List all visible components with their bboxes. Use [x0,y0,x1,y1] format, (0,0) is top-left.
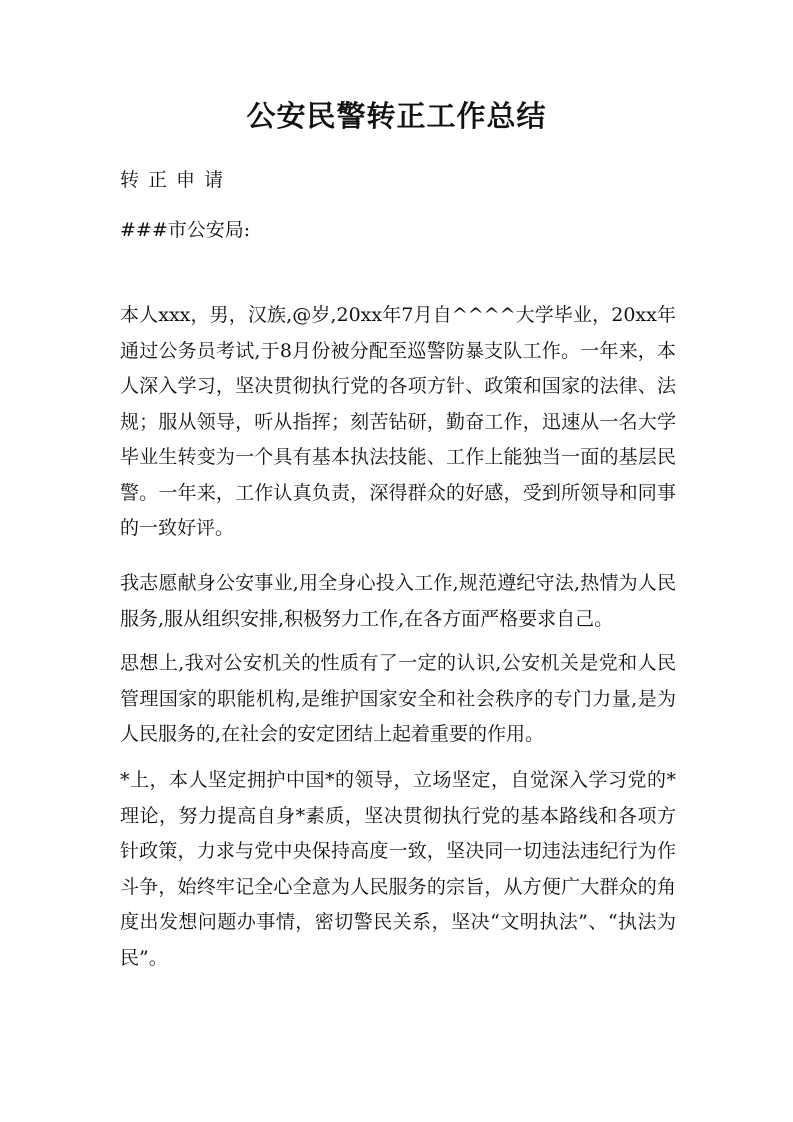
addressee-line: ###市公安局: [120,219,251,241]
document-title: 公安民警转正工作总结 [246,99,547,133]
section-heading: 转正申请 [120,169,233,191]
body-paragraph: 本人xxx，男，汉族,@岁,20xx年7月自^^^^大学毕业，20xx年通过公务员考试,于8月份被分配至巡警防暴支队工作。一年来，本人深入学习，坚决贯彻执行党的各项方针、政策和国家的法律、法规；服从领导，听从指挥；刻苦钻研，勤奋工作，迅速从一名大学毕业生转变为一个具有基本执法技能、工作上能独当一面的基层民警。一年来，工作认真负责，深得群众的好感，受到所领导和同事的一致好评。 [120,304,676,539]
body-paragraph: 思想上,我对公安机关的性质有了一定的认识,公安机关是党和人民管理国家的职能机构,是维护国家安全和社会秩序的专门力量,是为人民服务的,在社会的安定团结上起着重要的作用。 [120,652,676,745]
body-paragraph: 我志愿献身公安事业,用全身心投入工作,规范遵纪守法,热情为人民服务,服从组织安排,积极努力工作,在各方面严格要求自己。 [120,572,676,630]
body-paragraph: *上，本人坚定拥护中国*的领导，立场坚定，自觉深入学习党的*理论，努力提高自身*素质，坚决贯彻执行党的基本路线和各项方针政策，力求与党中央保持高度一致，坚决同一切违法违纪行为作斗争，始终牢记全心全意为人民服务的宗旨，从方便广大群众的角度出发想问题办事情，密切警民关系，坚决“文明执法”、“执法为民”。 [120,769,676,969]
